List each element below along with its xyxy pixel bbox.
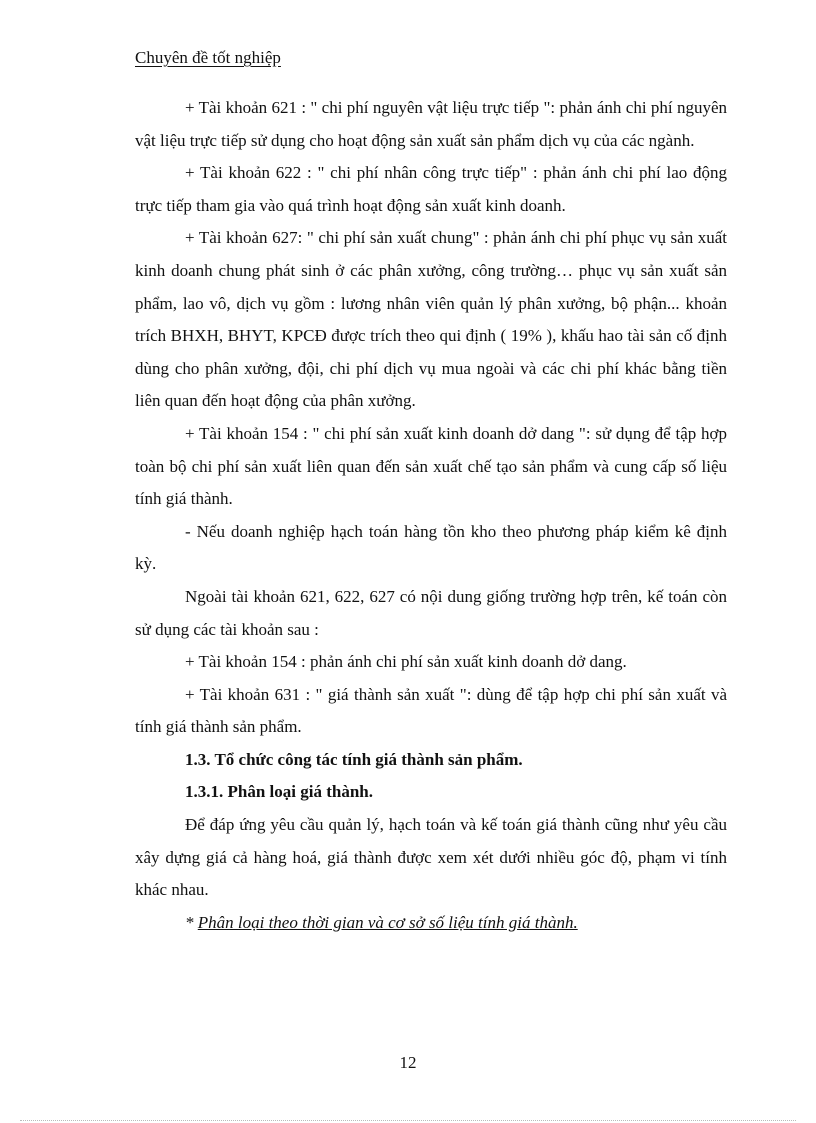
- paragraph-account-154: + Tài khoản 154 : " chi phí sản xuất kinh doanh dở dang ": sử dụng để tập hợp toàn bộ chi phí sản xuất liên quan đến sản xuất chế tạo sản phẩm và cung cấp số liệu tính giá thành.: [135, 423, 727, 509]
- subsection-heading: 1.3.1. Phân loại giá thành.: [185, 782, 373, 802]
- document-header: Chuyên đề tốt nghiệp: [135, 48, 281, 67]
- paragraph-account-621: + Tài khoản 621 : " chi phí nguyên vật liệu trực tiếp ": phản ánh chi phí nguyên vật liệu trực tiếp sử dụng cho hoạt động sản xuất sản phẩm dịch vụ của các ngành.: [135, 98, 727, 150]
- page-bottom-divider: [20, 1120, 796, 1121]
- note-prefix: *: [185, 912, 198, 932]
- section-heading: 1.3. Tổ chức công tác tính giá thành sản phẩm.: [185, 749, 523, 769]
- classification-note: [135, 907, 727, 940]
- paragraph-account-622: + Tài khoản 622 : " chi phí nhân công trực tiếp" : phản ánh chi phí lao động trực tiếp tham gia vào quá trình hoạt động sản xuất kinh doanh.: [135, 163, 727, 215]
- paragraph-account-154-periodic: + Tài khoản 154 : phản ánh chi phí sản xuất kinh doanh dở dang.: [185, 652, 627, 672]
- page-body: [135, 92, 727, 939]
- paragraph-account-627: + Tài khoản 627: " chi phí sản xuất chung" : phản ánh chi phí phục vụ sản xuất kinh doanh chung phát sinh ở các phân xưởng, công trường… phục vụ sản xuất sản phẩm, lao vô, dịch vụ gồm : lương nhân viên quản lý phân xưởng, bộ phận... khoản trích BHXH, BHYT, KPCĐ được trích theo qui định ( 19% ), khấu hao tài sản cố định dùng cho phân xưởng, đội, chi phí dịch vụ mua ngoài và các chi phí khác bằng tiền liên quan đến hoạt động của phân xưởng.: [135, 228, 727, 411]
- note-text: Phân loại theo thời gian và cơ sở số liệu tính giá thành.: [197, 912, 578, 932]
- paragraph-periodic-inventory: - Nếu doanh nghiệp hạch toán hàng tồn kho theo phương pháp kiểm kê định kỳ.: [135, 521, 727, 574]
- paragraph-account-631: + Tài khoản 631 : " giá thành sản xuất ": dùng để tập hợp chi phí sản xuất và tính giá thành sản phẩm.: [135, 684, 727, 737]
- paragraph-other-accounts: Ngoài tài khoản 621, 622, 627 có nội dung giống trường hợp trên, kế toán còn sử dụng các tài khoản sau :: [135, 586, 727, 639]
- page-number: 12: [399, 1053, 417, 1072]
- body-paragraph: Để đáp ứng yêu cầu quản lý, hạch toán và kế toán giá thành cũng như yêu cầu xây dựng giá cả hàng hoá, giá thành được xem xét dưới nhiều góc độ, phạm vi tính khác nhau.: [135, 815, 727, 900]
